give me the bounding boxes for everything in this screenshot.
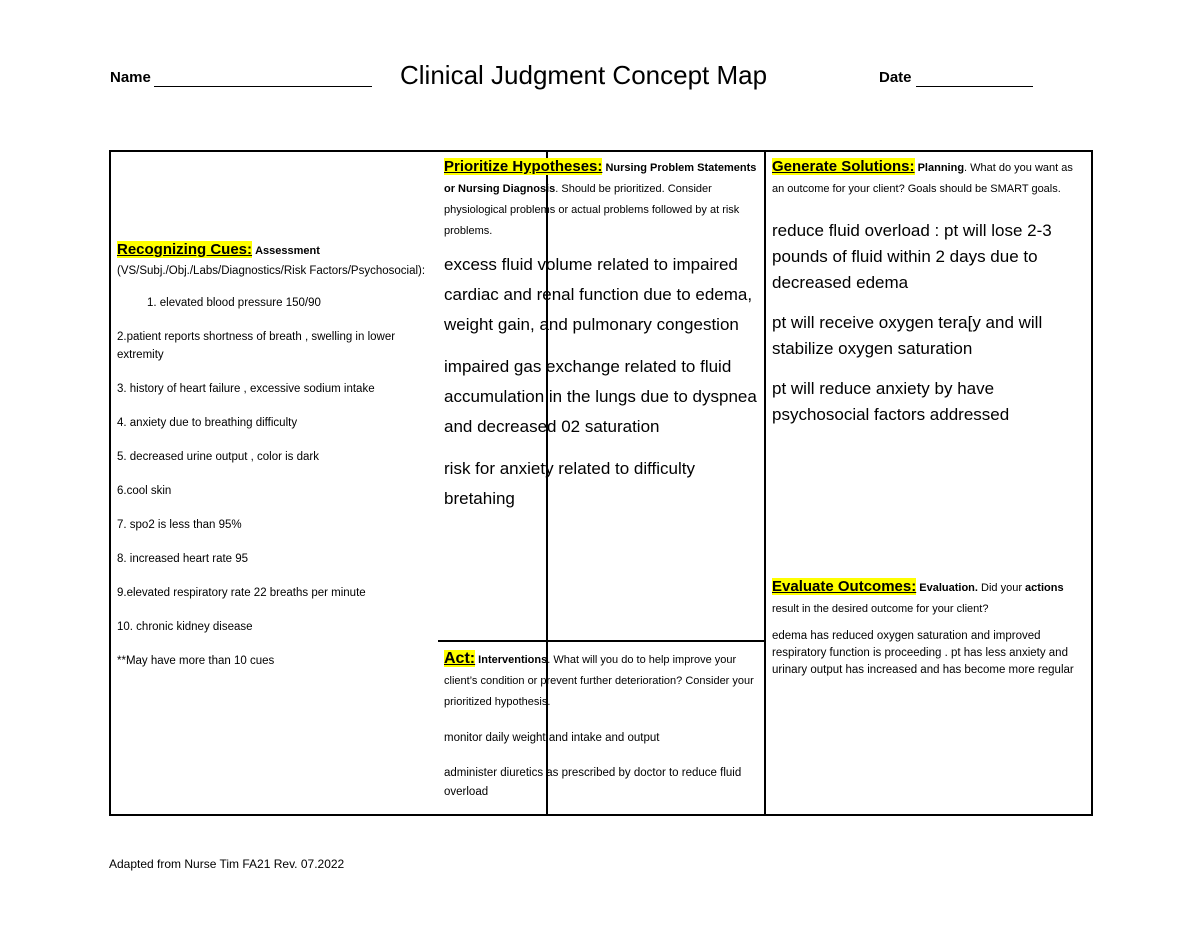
list-item: 6.cool skin [117,485,172,497]
list-item: 4. anxiety due to breathing difficulty [117,417,298,429]
evaluate-outcomes-section [772,576,1088,679]
hypotheses-heading: Prioritize Hypotheses: [444,158,603,175]
list-item: 5. decreased urine output , color is dark [117,451,320,463]
generate-solutions-section [772,156,1088,428]
solution-entry: pt will receive oxygen tera[y and will stabilize oxygen saturation [772,313,1043,358]
hypothesis-entry: impaired gas exchange related to fluid accumulation in the lungs due to dyspnea and decreased 02 saturation [444,357,757,436]
cues-list [117,294,433,670]
outcomes-description-post: result in the desired outcome for your client? [772,603,989,615]
list-item: 10. chronic kidney disease [117,621,253,633]
solutions-subheading: Planning [917,162,965,174]
recognizing-cues-section [117,240,433,670]
hypothesis-entry: risk for anxiety related to difficulty bretahing [444,459,696,508]
outcomes-description-pre: Did your [977,582,1026,594]
hypotheses-description: . Should be prioritized. Consider physiological problems or actual problems followed by at risk problems. [444,183,740,237]
date-blank-line [916,86,1033,87]
prioritize-hypotheses-section [444,156,760,514]
name-blank-line [154,86,372,87]
date-label: Date [879,69,912,86]
header [0,0,1200,130]
cues-heading: Recognizing Cues: [117,241,253,258]
footer-credit: Adapted from Nurse Tim FA21 Rev. 07.2022 [109,857,345,871]
act-description: . What will you do to help improve your client’s condition or prevent further deterioration? Consider your prioritized hypothesis. [444,654,754,708]
intervention-item: monitor daily weight and intake and output [444,732,660,744]
list-item: 3. history of heart failure , excessive sodium intake [117,383,375,395]
solution-entry: reduce fluid overload : pt will lose 2-3 pounds of fluid within 2 days due to decreased edema [772,221,1052,292]
page-title: Clinical Judgment Concept Map [400,60,768,90]
list-item: 9.elevated respiratory rate 22 breaths per minute [117,587,366,599]
intervention-item: administer diuretics as prescribed by doctor to reduce fluid overload [444,767,742,798]
solution-entry: pt will reduce anxiety by have psychosocial factors addressed [772,379,1010,424]
row-divider [438,640,766,642]
list-item: 1. elevated blood pressure 150/90 [147,297,321,309]
list-item: 7. spo2 is less than 95% [117,519,242,531]
concept-map-table [109,150,1093,816]
list-item: 2.patient reports shortness of breath , swelling in lower extremity [117,331,396,361]
outcomes-description-bold: actions [1025,582,1064,594]
act-heading: Act: [444,650,476,667]
name-label: Name [110,69,151,86]
outcomes-subheading: Evaluation. [919,582,978,594]
cues-subheading: Assessment [255,245,320,257]
hypothesis-entry: excess fluid volume related to impaired cardiac and renal function due to edema, weight gain, and pulmonary congestion [444,255,753,334]
solutions-description: . What do you want as an outcome for your client? Goals should be SMART goals. [772,162,1073,195]
column-divider [764,152,766,814]
outcomes-text: edema has reduced oxygen saturation and improved respiratory function is proceeding . pt has less anxiety and urinary output has increased and has become more regular [772,630,1074,676]
hypotheses-subheading: Nursing Problem Statements or Nursing Diagnosis [444,162,757,195]
act-subheading: Interventions [478,654,548,666]
outcomes-heading: Evaluate Outcomes: [772,578,917,595]
list-item: 8. increased heart rate 95 [117,553,249,565]
cues-description: (VS/Subj./Obj./Labs/Diagnostics/Risk Factors/Psychosocial): [117,265,426,277]
cues-note: **May have more than 10 cues [117,655,275,667]
act-section [444,648,760,802]
solutions-heading: Generate Solutions: [772,158,915,175]
